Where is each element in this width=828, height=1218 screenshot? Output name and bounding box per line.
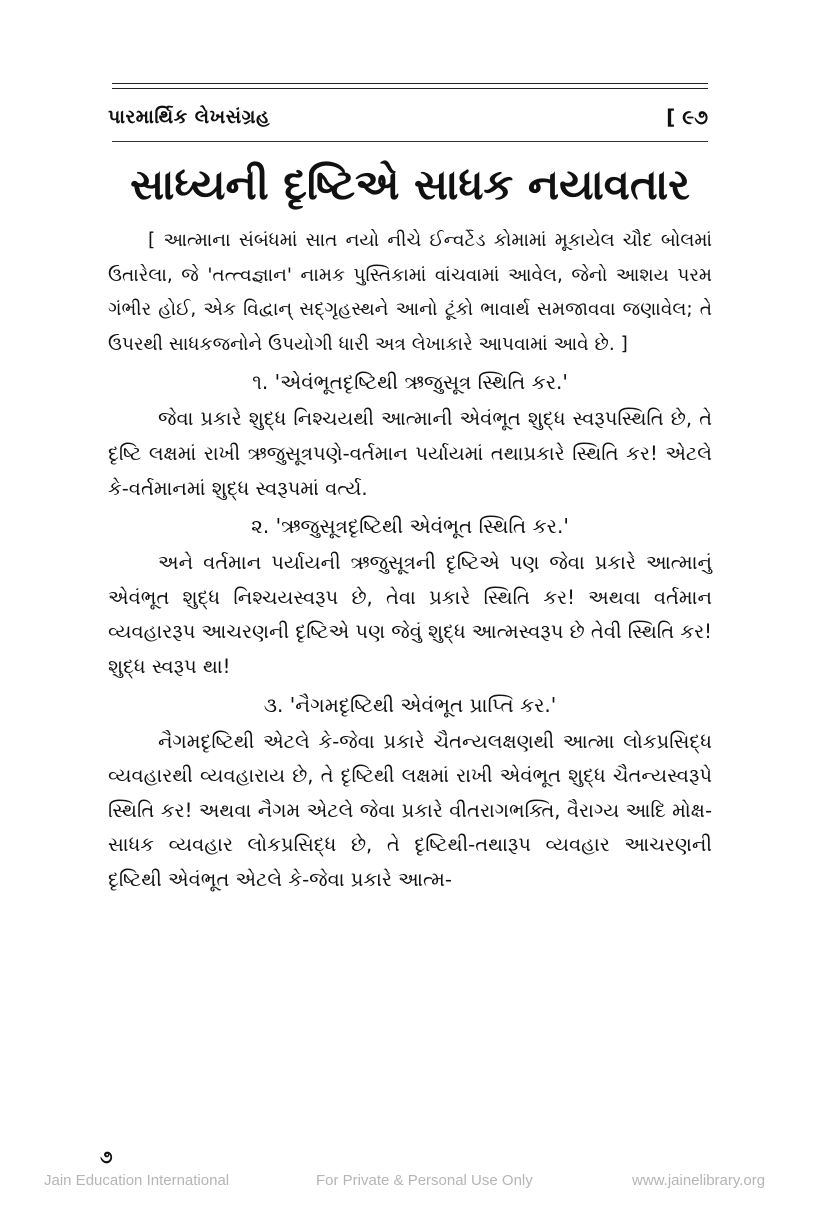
header-double-rule	[112, 83, 708, 89]
header-single-rule	[112, 141, 708, 142]
running-head	[108, 102, 712, 132]
intro-paragraph: [ આત્માના સંબંધમાં સાત નયો નીચે ઈન્વર્ટેડ કોમામાં મૂકાયેલ ચૌદ બોલમાં ઉતારેલા, જે 'તત્ત્વજ્ઞાન' નામક પુસ્તિકામાં વાંચવામાં આવેલ, જેનો આશય પરમ ગંભીર હોઈ, એક વિદ્વાન્ સદ્ગૃહસ્થને આનો ટૂંકો ભાવાર્થ સમજાવવા જણાવેલ; તે ઉપરથી સાધકજનોને ઉપયોગી ધારી અત્ર લેખાકારે આપવામાં આવે છે. ]	[108, 230, 712, 355]
footer-usage-note: For Private & Personal Use Only	[316, 1172, 533, 1189]
section-heading-2: ૨. 'ઋજુસૂત્રદૃષ્ટિથી એવંભૂત સ્થિતિ કર.'	[251, 514, 569, 539]
footer-website-link[interactable]: www.jainelibrary.org	[632, 1172, 766, 1189]
section-heading-1: ૧. 'એવંભૂતદૃષ્ટિથી ઋજુસૂત્ર સ્થિતિ કર.'	[252, 370, 568, 395]
article-title: સાધ્યની દૃષ્ટિએ સાધક નયાવતાર	[130, 160, 690, 209]
watermark-footer	[0, 1172, 828, 1198]
article-body	[108, 224, 712, 898]
book-page	[108, 0, 716, 1218]
footer-publisher: Jain Education International	[44, 1172, 230, 1189]
section-body-2: અને વર્તમાન પર્યાયની ઋજુસૂત્રની દૃષ્ટિએ પણ જેવા પ્રકારે આત્માનું એવંભૂત શુદ્ધ નિશ્ચયસ્વરૂપ છે, તેવા પ્રકારે સ્થિતિ કર! અથવા વર્તમાન વ્યવહારરૂપ આચરણની દૃષ્ટિએ પણ જેવું શુદ્ધ આત્મસ્વરૂપ છે તેવી સ્થિતિ કર! શુદ્ધ સ્વરૂપ થા!	[108, 551, 712, 678]
folio-signature: ૭	[100, 1147, 113, 1168]
running-head-title: પારમાર્થિક લેખસંગ્રહ	[108, 106, 271, 128]
page-number: [ ૯૭	[666, 105, 708, 129]
section-body-3: નૈગમદૃષ્ટિથી એટલે કે-જેવા પ્રકારે ચૈતન્યલક્ષણથી આત્મા લોકપ્રસિદ્ધ વ્યવહારથી વ્યવહારાય છે, તે દૃષ્ટિથી લક્ષમાં રાખી એવંભૂત શુદ્ધ ચૈતન્યસ્વરૂપે સ્થિતિ કર! અથવા નૈગમ એટલે જેવા પ્રકારે વીતરાગભક્તિ, વૈરાગ્ય આદિ મોક્ષ-સાધક વ્યવહાર લોકપ્રસિદ્ધ છે, તે દૃષ્ટિથી-તથારૂપ વ્યવહાર આચરણની દૃષ્ટિથી એવંભૂત એટલે કે-જેવા પ્રકારે આત્મ-	[108, 729, 712, 891]
section-heading-3: ૩. 'નૈગમદૃષ્ટિથી એવંભૂત પ્રાપ્તિ કર.'	[263, 692, 557, 717]
section-body-1: જેવા પ્રકારે શુદ્ધ નિશ્ચયથી આત્માની એવંભૂત શુદ્ધ સ્વરૂપસ્થિતિ છે, તે દૃષ્ટિ લક્ષમાં રાખી ઋજુસૂત્રપણે-વર્તમાન પર્યાયમાં તથાપ્રકારે સ્થિતિ કર! એટલે કે-વર્તમાનમાં શુદ્ધ સ્વરૂપમાં વર્ત્ય.	[108, 407, 712, 500]
